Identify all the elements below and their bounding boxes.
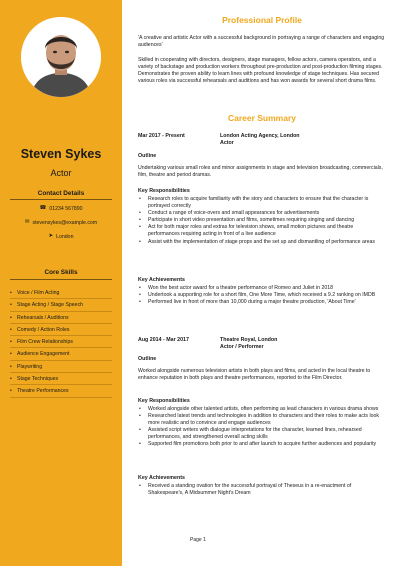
job-2-outline: Worked alongside numerous television artists in both plays and films, and acted in the local theatre to enhance reputation in both plays and theatre performances, reported to the Film Director. [138,368,371,382]
list-item: • Assisted script writers with dialogue interpretations for the character, learned lines, rehearsed performances, and strengthened overall acting skills [138,427,386,441]
job-2-dates: Aug 2014 - Mar 2017 [138,337,189,343]
skill-item: • Theatre Performances [10,385,112,397]
candidate-name: Steven Sykes [20,147,102,161]
list-item: • Won the best actor award for a theatre performance of Romeo and Juliet in 2018 [138,285,386,292]
job-2-responsibilities [138,406,386,449]
skill-item: • Film Crew Relationships [10,336,112,348]
job-1-resp-label: Key Responsibilities [138,188,190,194]
profile-heading: Professional Profile [222,15,302,25]
list-item: • Supported film promotions both prior to and after launch to acquire further audiences and popularity [138,441,386,448]
career-heading: Career Summary [227,113,297,123]
page-number: Page 1 [190,537,206,543]
contact-location-text: London [56,234,74,240]
contact-phone-text: 01234 567890 [49,206,83,212]
list-item: • Researched latest trends and technologies in addition to characters and their roles to make acts look more realistic and to convince and engage audiences [138,413,386,427]
list-item: • Undertook a supporting role for a short film, One More Time, which received a 9.2 ranking on IMDB [138,292,386,299]
phone-icon: ☎ [39,205,47,212]
job-2-achievements [138,483,386,497]
list-item: • Performed live in front of more than 10,000 during a major theatre production, 'About Time' [138,299,386,306]
location-icon: ➤ [48,233,54,240]
list-item: • Worked alongside other talented artists, often performing as lead characters in various drama shows [138,406,386,413]
list-item: • Received a standing ovation for the successful portrayal of Theseus in a re-enactment of Shakespeare's, A Midsummer Night's Dream [138,483,386,497]
contact-email-text: stevensykes@example.com [32,220,98,226]
contact-email [0,220,122,226]
skill-item: • Stage Acting / Stage Speech [10,299,112,311]
contact-phone [0,206,122,212]
job-1-ach-label: Key Achievements [138,277,185,283]
skill-item: • Audience Engagement [10,348,112,360]
email-icon: ✉ [24,219,30,226]
list-item: • Assist with the implementation of stage props and the set up and dismantling of performance areas [138,239,386,246]
job-2-outline-label: Outline [138,356,157,362]
skills-list [10,287,112,398]
job-1-outline-label: Outline [138,153,157,159]
list-item: • Research roles to acquire familiarity with the story and characters to ensure that the character is portrayed correctly [138,196,386,210]
job-2-employer-name: Theatre Royal, London [220,337,278,343]
skill-item: • Comedy / Action Roles [10,324,112,336]
skills-divider [10,279,112,280]
job-1-achievements [138,285,386,306]
profile-photo [21,17,101,97]
job-1-employer [220,133,380,147]
skill-item: • Stage Techniques [10,373,112,385]
list-item: • Act for both major roles and extras for television shows, small motion pictures and theatre performances requiring acting in front of a live audience [138,224,386,238]
job-2-employer [220,337,380,351]
list-item: • Conduct a range of voice-overs and small appearances for advertisements [138,210,386,217]
job-2-ach-label: Key Achievements [138,475,185,481]
job-1-employer-name: London Acting Agency, London [220,133,300,139]
profile-summary: 'A creative and artistic Actor with a successful background in portraying a range of characters and engaging audiences' [138,35,385,49]
contact-divider [10,199,112,200]
sidebar [0,0,122,566]
job-1-title: Actor [220,140,234,146]
contact-heading: Contact Details [37,190,85,197]
job-1-dates: Mar 2017 - Present [138,133,185,139]
job-1-responsibilities [138,196,386,246]
skill-item: • Playwriting [10,361,112,373]
candidate-role: Actor [50,168,72,178]
portrait-image [21,17,101,97]
profile-description: Skilled in cooperating with directors, designers, stage managers, fellow actors, camera operators, and a variety of backstage and production workers throughout pre-production and post-production filming stages. Demonstrates the proven ability to learn lines with profound knowledge of stage techniques. Has secured various roles via successful rehearsals and auditions and has won awards for several short drama films. [138,57,383,85]
job-2-title: Actor / Performer [220,344,264,350]
job-1-outline: Undertaking various small roles and minor assignments in stage and television broadcasting, commercials, film, theatre and period dramas. [138,165,383,179]
skill-item: • Rehearsals / Auditions [10,312,112,324]
job-2-resp-label: Key Responsibilities [138,398,190,404]
skills-heading: Core Skills [44,269,78,276]
list-item: • Participate in short video presentation and films, sometimes requiring singing and dancing [138,217,386,224]
skill-item: • Voice / Film Acting [10,287,112,299]
contact-location [0,234,122,240]
